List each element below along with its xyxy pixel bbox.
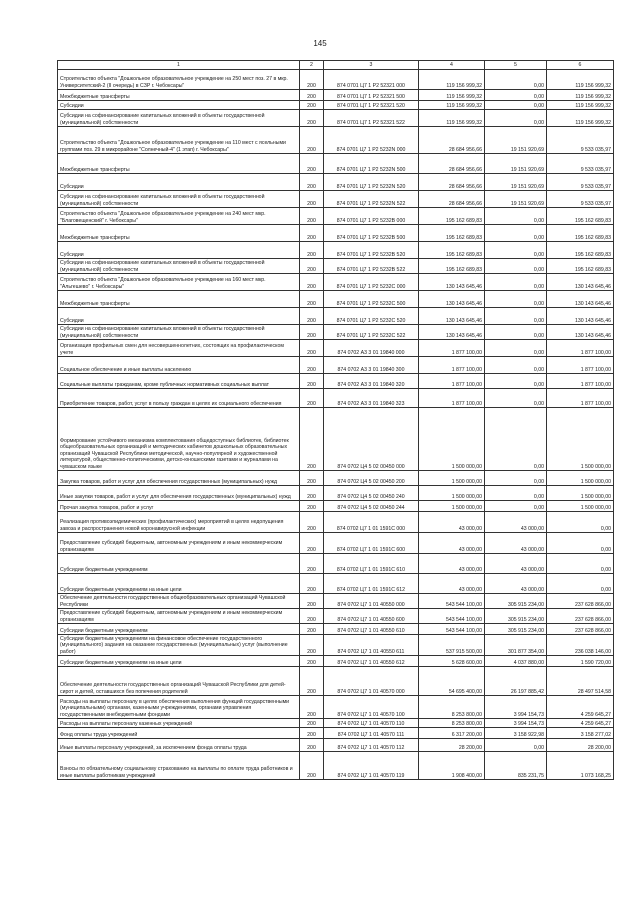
row-value-col5: 4 037 880,00 bbox=[485, 656, 547, 667]
row-name-cell: Социальное обеспечение и иные выплаты населению bbox=[58, 357, 300, 374]
row-value-col4: 8 253 800,00 bbox=[419, 719, 485, 728]
row-code-cell: 874 0702 А3 3 01 19840 323 bbox=[324, 389, 419, 408]
row-name-cell: Фонд оплаты труда учреждений bbox=[58, 728, 300, 739]
table-row bbox=[58, 696, 614, 719]
row-name-cell: Субсидии bbox=[58, 101, 300, 110]
row-value-col5: 0,00 bbox=[485, 340, 547, 357]
row-code-cell: 874 0701 Ц7 1 P2 5232N 522 bbox=[324, 191, 419, 208]
row-name-cell: Субсидии на софинансирование капитальных вложений в объекты государственной (муниципальной) собственности bbox=[58, 325, 300, 340]
row-value-col5: 0,00 bbox=[485, 101, 547, 110]
row-code-cell: 874 0702 Ц7 1 01 1591C 610 bbox=[324, 554, 419, 574]
row-value-col6: 119 156 999,32 bbox=[547, 110, 614, 127]
table-row bbox=[58, 594, 614, 609]
row-value-col6: 130 143 645,46 bbox=[547, 308, 614, 325]
table-row bbox=[58, 291, 614, 308]
table-row bbox=[58, 408, 614, 471]
row-name-cell: Межбюджетные трансферты bbox=[58, 90, 300, 101]
row-code-cell: 874 0701 Ц7 1 P2 5232N 520 bbox=[324, 174, 419, 191]
row-rz-cell: 200 bbox=[300, 291, 324, 308]
row-value-col5: 0,00 bbox=[485, 408, 547, 471]
row-value-col5: 0,00 bbox=[485, 471, 547, 486]
row-value-col4: 130 143 645,46 bbox=[419, 274, 485, 291]
row-rz-cell: 200 bbox=[300, 357, 324, 374]
row-code-cell: 874 0702 Ц7 1 01 40550 611 bbox=[324, 635, 419, 656]
row-rz-cell: 200 bbox=[300, 624, 324, 635]
row-name-cell: Субсидии bbox=[58, 174, 300, 191]
row-value-col5: 0,00 bbox=[485, 259, 547, 274]
row-value-col6: 195 162 689,83 bbox=[547, 242, 614, 259]
row-name-cell: Обеспечение деятельности государственных организаций Чувашской Республики для детей-сирот и детей, оставшихся без попечения родителей bbox=[58, 667, 300, 696]
row-name-cell: Субсидии бюджетным учреждениям на иные цели bbox=[58, 574, 300, 594]
row-name-cell: Межбюджетные трансферты bbox=[58, 291, 300, 308]
row-value-col5: 0,00 bbox=[485, 739, 547, 752]
row-code-cell: 874 0702 Ц7 1 01 1591C 000 bbox=[324, 512, 419, 533]
table-row bbox=[58, 259, 614, 274]
row-name-cell: Строительство объекта "Дошкольное образовательное учреждение на 160 мест мкр. "Альгешево" г. Чебоксары" bbox=[58, 274, 300, 291]
row-value-col6: 9 533 035,97 bbox=[547, 191, 614, 208]
row-code-cell: 874 0701 Ц7 1 P2 5232C 520 bbox=[324, 308, 419, 325]
row-value-col4: 130 143 645,46 bbox=[419, 308, 485, 325]
row-value-col4: 1 877 100,00 bbox=[419, 357, 485, 374]
row-value-col6: 28 200,00 bbox=[547, 739, 614, 752]
row-value-col5: 0,00 bbox=[485, 389, 547, 408]
row-rz-cell: 200 bbox=[300, 174, 324, 191]
row-value-col4: 119 156 999,32 bbox=[419, 70, 485, 90]
row-rz-cell: 200 bbox=[300, 127, 324, 154]
row-value-col5: 3 994 154,73 bbox=[485, 719, 547, 728]
row-rz-cell: 200 bbox=[300, 719, 324, 728]
row-rz-cell: 200 bbox=[300, 274, 324, 291]
row-value-col5: 3 994 154,73 bbox=[485, 696, 547, 719]
row-name-cell: Расходы на выплаты персоналу казенных учреждений bbox=[58, 719, 300, 728]
row-rz-cell: 200 bbox=[300, 191, 324, 208]
row-value-col5: 305 915 234,00 bbox=[485, 594, 547, 609]
row-value-col5: 0,00 bbox=[485, 70, 547, 90]
row-name-cell: Субсидии bbox=[58, 242, 300, 259]
row-value-col6: 237 628 866,00 bbox=[547, 624, 614, 635]
row-rz-cell: 200 bbox=[300, 208, 324, 225]
row-value-col5: 43 000,00 bbox=[485, 574, 547, 594]
table-row bbox=[58, 357, 614, 374]
row-name-cell: Иные выплаты персоналу учреждений, за исключением фонда оплаты труда bbox=[58, 739, 300, 752]
table-row bbox=[58, 110, 614, 127]
row-name-cell: Предоставление субсидий бюджетным, автономным учреждениям и иным некоммерческим организациям bbox=[58, 533, 300, 554]
row-value-col4: 1 877 100,00 bbox=[419, 340, 485, 357]
row-rz-cell: 200 bbox=[300, 609, 324, 624]
table-row bbox=[58, 274, 614, 291]
row-name-cell: Социальные выплаты гражданам, кроме публичных нормативных социальных выплат bbox=[58, 374, 300, 389]
row-code-cell: 874 0701 Ц7 1 P2 5232B 520 bbox=[324, 242, 419, 259]
row-value-col5: 0,00 bbox=[485, 486, 547, 501]
row-code-cell: 874 0702 Ц7 1 01 40570 111 bbox=[324, 728, 419, 739]
row-rz-cell: 200 bbox=[300, 667, 324, 696]
column-header: 2 bbox=[300, 61, 324, 70]
row-code-cell: 874 0702 Ц7 1 01 40570 100 bbox=[324, 696, 419, 719]
row-value-col6: 1 073 168,25 bbox=[547, 752, 614, 780]
row-name-cell: Закупка товаров, работ и услуг для обеспечения государственных (муниципальных) нужд bbox=[58, 471, 300, 486]
row-rz-cell: 200 bbox=[300, 325, 324, 340]
row-code-cell: 874 0702 Ц4 5 02 00450 240 bbox=[324, 486, 419, 501]
table-row bbox=[58, 739, 614, 752]
row-value-col4: 195 162 689,83 bbox=[419, 208, 485, 225]
row-value-col4: 1 500 000,00 bbox=[419, 408, 485, 471]
row-name-cell: Межбюджетные трансферты bbox=[58, 154, 300, 174]
row-value-col6: 119 156 999,32 bbox=[547, 101, 614, 110]
row-value-col4: 43 000,00 bbox=[419, 574, 485, 594]
row-value-col5: 0,00 bbox=[485, 90, 547, 101]
row-name-cell: Иные закупки товаров, работ и услуг для обеспечения государственных (муниципальных) нужд bbox=[58, 486, 300, 501]
row-name-cell: Взносы по обязательному социальному страхованию на выплаты по оплате труда работников и иные выплаты работникам учреждений bbox=[58, 752, 300, 780]
row-code-cell: 874 0702 Ц7 1 01 40570 119 bbox=[324, 752, 419, 780]
row-value-col5: 305 915 234,00 bbox=[485, 609, 547, 624]
row-rz-cell: 200 bbox=[300, 728, 324, 739]
row-value-col5: 0,00 bbox=[485, 357, 547, 374]
row-value-col6: 9 533 035,97 bbox=[547, 154, 614, 174]
row-value-col4: 28 684 956,66 bbox=[419, 127, 485, 154]
table-row bbox=[58, 127, 614, 154]
budget-table bbox=[57, 60, 614, 780]
row-value-col4: 130 143 645,46 bbox=[419, 325, 485, 340]
row-value-col6: 9 533 035,97 bbox=[547, 174, 614, 191]
row-value-col4: 119 156 999,32 bbox=[419, 110, 485, 127]
row-name-cell: Межбюджетные трансферты bbox=[58, 225, 300, 242]
row-value-col5: 19 151 920,69 bbox=[485, 174, 547, 191]
row-code-cell: 874 0702 Ц7 1 01 40550 610 bbox=[324, 624, 419, 635]
row-code-cell: 874 0701 Ц7 1 P2 52321 500 bbox=[324, 90, 419, 101]
row-value-col6: 237 628 866,00 bbox=[547, 594, 614, 609]
row-name-cell: Формирование устойчивого механизма комплектования общедоступных библиотек, библиотек общеобразовательных организаций и методических кабинетов дошкольных образовательных организаций Чувашской Республики методической, научно-популярной и художественной литературой, общественно-политическими, детско-юношескими газетами и журналами на чувашском языке bbox=[58, 408, 300, 471]
row-value-col4: 543 544 100,00 bbox=[419, 624, 485, 635]
row-rz-cell: 200 bbox=[300, 374, 324, 389]
row-rz-cell: 200 bbox=[300, 389, 324, 408]
table-row bbox=[58, 667, 614, 696]
row-value-col6: 119 156 999,32 bbox=[547, 90, 614, 101]
row-value-col4: 1 500 000,00 bbox=[419, 471, 485, 486]
row-rz-cell: 200 bbox=[300, 110, 324, 127]
row-value-col6: 28 497 514,58 bbox=[547, 667, 614, 696]
row-rz-cell: 200 bbox=[300, 752, 324, 780]
row-value-col5: 43 000,00 bbox=[485, 554, 547, 574]
table-row bbox=[58, 325, 614, 340]
table-row bbox=[58, 574, 614, 594]
row-value-col6: 130 143 645,46 bbox=[547, 325, 614, 340]
row-value-col4: 1 500 000,00 bbox=[419, 501, 485, 512]
table-row bbox=[58, 635, 614, 656]
row-value-col4: 28 684 956,66 bbox=[419, 154, 485, 174]
page-number: 145 bbox=[313, 39, 327, 48]
row-rz-cell: 200 bbox=[300, 225, 324, 242]
row-value-col6: 4 259 645,27 bbox=[547, 696, 614, 719]
row-value-col5: 0,00 bbox=[485, 325, 547, 340]
row-value-col5: 0,00 bbox=[485, 242, 547, 259]
row-value-col4: 195 162 689,83 bbox=[419, 225, 485, 242]
row-rz-cell: 200 bbox=[300, 533, 324, 554]
row-code-cell: 874 0702 Ц7 1 01 40550 000 bbox=[324, 594, 419, 609]
row-value-col4: 43 000,00 bbox=[419, 512, 485, 533]
row-value-col6: 195 162 689,83 bbox=[547, 259, 614, 274]
table-row bbox=[58, 389, 614, 408]
row-value-col5: 26 197 885,42 bbox=[485, 667, 547, 696]
row-value-col4: 537 915 500,00 bbox=[419, 635, 485, 656]
row-rz-cell: 200 bbox=[300, 554, 324, 574]
row-value-col4: 28 200,00 bbox=[419, 739, 485, 752]
row-value-col5: 301 877 354,00 bbox=[485, 635, 547, 656]
row-name-cell: Субсидии на софинансирование капитальных вложений в объекты государственной (муниципальной) собственности bbox=[58, 110, 300, 127]
column-header: 4 bbox=[419, 61, 485, 70]
row-value-col4: 1 500 000,00 bbox=[419, 486, 485, 501]
row-value-col5: 19 151 920,69 bbox=[485, 127, 547, 154]
row-rz-cell: 200 bbox=[300, 635, 324, 656]
row-value-col4: 195 162 689,83 bbox=[419, 242, 485, 259]
row-rz-cell: 200 bbox=[300, 259, 324, 274]
row-code-cell: 874 0702 Ц7 1 01 40550 600 bbox=[324, 609, 419, 624]
row-rz-cell: 200 bbox=[300, 340, 324, 357]
row-value-col5: 19 151 920,69 bbox=[485, 154, 547, 174]
row-code-cell: 874 0702 Ц4 5 02 00450 244 bbox=[324, 501, 419, 512]
row-value-col6: 0,00 bbox=[547, 512, 614, 533]
row-code-cell: 874 0701 Ц7 1 P2 52321 522 bbox=[324, 110, 419, 127]
table-row bbox=[58, 154, 614, 174]
row-code-cell: 874 0702 Ц7 1 01 40570 110 bbox=[324, 719, 419, 728]
row-value-col6: 195 162 689,83 bbox=[547, 225, 614, 242]
table-row bbox=[58, 70, 614, 90]
row-code-cell: 874 0702 Ц4 5 02 00450 200 bbox=[324, 471, 419, 486]
row-rz-cell: 200 bbox=[300, 308, 324, 325]
row-value-col6: 0,00 bbox=[547, 533, 614, 554]
row-name-cell: Предоставление субсидий бюджетным, автономным учреждениям и иным некоммерческим организациям bbox=[58, 609, 300, 624]
row-value-col5: 0,00 bbox=[485, 308, 547, 325]
table-row bbox=[58, 208, 614, 225]
row-value-col6: 1 877 100,00 bbox=[547, 340, 614, 357]
table-row bbox=[58, 191, 614, 208]
row-name-cell: Организация профильных смен для несовершеннолетних, состоящих на профилактическом учете bbox=[58, 340, 300, 357]
row-value-col4: 54 695 400,00 bbox=[419, 667, 485, 696]
column-header: 1 bbox=[58, 61, 300, 70]
row-value-col5: 305 915 234,00 bbox=[485, 624, 547, 635]
row-value-col5: 0,00 bbox=[485, 501, 547, 512]
row-value-col6: 1 500 000,00 bbox=[547, 471, 614, 486]
row-code-cell: 874 0701 Ц7 1 P2 5232B 000 bbox=[324, 208, 419, 225]
row-value-col5: 0,00 bbox=[485, 110, 547, 127]
column-header: 6 bbox=[547, 61, 614, 70]
row-rz-cell: 200 bbox=[300, 154, 324, 174]
table-row bbox=[58, 486, 614, 501]
row-name-cell: Реализация противоэпидемических (профилактических) мероприятий в целях недопущения завоза и распространения новой коронавирусной инфекции bbox=[58, 512, 300, 533]
row-code-cell: 874 0702 Ц7 1 01 1591C 600 bbox=[324, 533, 419, 554]
row-code-cell: 874 0701 Ц7 1 P2 5232N 500 bbox=[324, 154, 419, 174]
row-value-col6: 1 500 000,00 bbox=[547, 501, 614, 512]
row-value-col5: 835 231,75 bbox=[485, 752, 547, 780]
row-value-col6: 0,00 bbox=[547, 574, 614, 594]
row-value-col4: 543 544 100,00 bbox=[419, 594, 485, 609]
row-name-cell: Субсидии бюджетным учреждениям bbox=[58, 624, 300, 635]
row-value-col4: 1 908 400,00 bbox=[419, 752, 485, 780]
row-code-cell: 874 0701 Ц7 1 P2 5232N 000 bbox=[324, 127, 419, 154]
row-value-col6: 3 158 277,02 bbox=[547, 728, 614, 739]
row-code-cell: 874 0701 Ц7 1 P2 52321 000 bbox=[324, 70, 419, 90]
column-header: 5 bbox=[485, 61, 547, 70]
row-name-cell: Приобретение товаров, работ, услуг в пользу граждан в целях их социального обеспечения bbox=[58, 389, 300, 408]
row-value-col4: 8 253 800,00 bbox=[419, 696, 485, 719]
table-row bbox=[58, 90, 614, 101]
row-name-cell: Субсидии на софинансирование капитальных вложений в объекты государственной (муниципальной) собственности bbox=[58, 191, 300, 208]
row-rz-cell: 200 bbox=[300, 242, 324, 259]
row-value-col4: 119 156 999,32 bbox=[419, 101, 485, 110]
table-row bbox=[58, 174, 614, 191]
row-value-col5: 19 151 920,69 bbox=[485, 191, 547, 208]
row-code-cell: 874 0701 Ц7 1 P2 52321 520 bbox=[324, 101, 419, 110]
row-value-col6: 1 590 720,00 bbox=[547, 656, 614, 667]
row-value-col4: 5 628 600,00 bbox=[419, 656, 485, 667]
row-value-col6: 119 156 999,32 bbox=[547, 70, 614, 90]
table-body bbox=[58, 70, 614, 780]
row-value-col6: 1 877 100,00 bbox=[547, 389, 614, 408]
row-value-col5: 43 000,00 bbox=[485, 533, 547, 554]
row-value-col4: 28 684 956,66 bbox=[419, 191, 485, 208]
table-row bbox=[58, 374, 614, 389]
row-value-col4: 195 162 689,83 bbox=[419, 259, 485, 274]
row-value-col5: 3 158 922,98 bbox=[485, 728, 547, 739]
row-rz-cell: 200 bbox=[300, 101, 324, 110]
row-value-col6: 130 143 645,46 bbox=[547, 291, 614, 308]
row-value-col5: 0,00 bbox=[485, 208, 547, 225]
row-value-col4: 130 143 645,46 bbox=[419, 291, 485, 308]
header-row bbox=[58, 61, 614, 70]
row-rz-cell: 200 bbox=[300, 501, 324, 512]
row-code-cell: 874 0702 Ц7 1 01 40570 000 bbox=[324, 667, 419, 696]
table-row bbox=[58, 225, 614, 242]
row-rz-cell: 200 bbox=[300, 696, 324, 719]
row-code-cell: 874 0701 Ц7 1 P2 5232C 522 bbox=[324, 325, 419, 340]
row-code-cell: 874 0701 Ц7 1 P2 5232B 522 bbox=[324, 259, 419, 274]
row-name-cell: Субсидии бюджетным учреждениям на финансовое обеспечение государственного (муниципального) задания на оказание государственных (муниципальных) услуг (выполнение работ) bbox=[58, 635, 300, 656]
row-rz-cell: 200 bbox=[300, 486, 324, 501]
table-row bbox=[58, 752, 614, 780]
table-row bbox=[58, 242, 614, 259]
row-rz-cell: 200 bbox=[300, 656, 324, 667]
row-code-cell: 874 0701 Ц7 1 P2 5232C 000 bbox=[324, 274, 419, 291]
row-value-col6: 9 533 035,97 bbox=[547, 127, 614, 154]
row-value-col4: 119 156 999,32 bbox=[419, 90, 485, 101]
row-value-col5: 0,00 bbox=[485, 291, 547, 308]
row-value-col6: 0,00 bbox=[547, 554, 614, 574]
row-rz-cell: 200 bbox=[300, 574, 324, 594]
row-rz-cell: 200 bbox=[300, 471, 324, 486]
row-value-col5: 0,00 bbox=[485, 225, 547, 242]
table-row bbox=[58, 101, 614, 110]
row-value-col4: 543 544 100,00 bbox=[419, 609, 485, 624]
table-row bbox=[58, 609, 614, 624]
row-rz-cell: 200 bbox=[300, 739, 324, 752]
row-code-cell: 874 0702 Ц4 5 02 00450 000 bbox=[324, 408, 419, 471]
row-value-col6: 130 143 645,46 bbox=[547, 274, 614, 291]
table-header bbox=[58, 61, 614, 70]
row-name-cell: Строительство объекта "Дошкольное образовательное учреждение на 110 мест с ясельными группами поз. 29 в микрорайоне "Солнечный-4" (1 этап) г. Чебоксары" bbox=[58, 127, 300, 154]
row-name-cell: Субсидии bbox=[58, 308, 300, 325]
row-value-col6: 195 162 689,83 bbox=[547, 208, 614, 225]
row-code-cell: 874 0702 А3 3 01 19840 000 bbox=[324, 340, 419, 357]
row-value-col4: 43 000,00 bbox=[419, 533, 485, 554]
table-row bbox=[58, 719, 614, 728]
table-row bbox=[58, 512, 614, 533]
table-row bbox=[58, 728, 614, 739]
row-code-cell: 874 0701 Ц7 1 P2 5232B 500 bbox=[324, 225, 419, 242]
row-value-col4: 1 877 100,00 bbox=[419, 374, 485, 389]
row-value-col5: 43 000,00 bbox=[485, 512, 547, 533]
row-value-col5: 0,00 bbox=[485, 374, 547, 389]
row-value-col4: 1 877 100,00 bbox=[419, 389, 485, 408]
row-name-cell: Прочая закупка товаров, работ и услуг bbox=[58, 501, 300, 512]
table-row bbox=[58, 340, 614, 357]
row-value-col4: 43 000,00 bbox=[419, 554, 485, 574]
row-rz-cell: 200 bbox=[300, 594, 324, 609]
row-code-cell: 874 0702 А3 3 01 19840 300 bbox=[324, 357, 419, 374]
row-code-cell: 874 0702 Ц7 1 01 1591C 612 bbox=[324, 574, 419, 594]
row-rz-cell: 200 bbox=[300, 90, 324, 101]
column-header: 3 bbox=[324, 61, 419, 70]
table-row bbox=[58, 656, 614, 667]
row-value-col6: 236 038 146,00 bbox=[547, 635, 614, 656]
row-rz-cell: 200 bbox=[300, 408, 324, 471]
row-code-cell: 874 0702 Ц7 1 01 40550 612 bbox=[324, 656, 419, 667]
row-value-col4: 28 684 956,66 bbox=[419, 174, 485, 191]
table-row bbox=[58, 471, 614, 486]
row-value-col6: 1 877 100,00 bbox=[547, 357, 614, 374]
row-code-cell: 874 0702 А3 3 01 19840 320 bbox=[324, 374, 419, 389]
row-value-col6: 4 259 645,27 bbox=[547, 719, 614, 728]
row-value-col4: 6 317 200,00 bbox=[419, 728, 485, 739]
row-value-col6: 1 500 000,00 bbox=[547, 408, 614, 471]
row-value-col6: 1 500 000,00 bbox=[547, 486, 614, 501]
row-value-col6: 237 628 866,00 bbox=[547, 609, 614, 624]
table-row bbox=[58, 308, 614, 325]
row-name-cell: Расходы на выплаты персоналу в целях обеспечения выполнения функций государственными (муниципальными) органами, казенными учреждениями, органами управления государственными внебюджетными фондами bbox=[58, 696, 300, 719]
table-row bbox=[58, 624, 614, 635]
row-value-col5: 0,00 bbox=[485, 274, 547, 291]
table-row bbox=[58, 501, 614, 512]
row-code-cell: 874 0701 Ц7 1 P2 5232C 500 bbox=[324, 291, 419, 308]
row-value-col6: 1 877 100,00 bbox=[547, 374, 614, 389]
row-name-cell: Обеспечение деятельности государственных общеобразовательных организаций Чувашской Республики bbox=[58, 594, 300, 609]
row-name-cell: Строительство объекта "Дошкольное образовательное учреждение на 240 мест мкр. "Благовещенский" г. Чебоксары" bbox=[58, 208, 300, 225]
table-row bbox=[58, 554, 614, 574]
row-name-cell: Субсидии бюджетным учреждениям на иные цели bbox=[58, 656, 300, 667]
row-name-cell: Субсидии на софинансирование капитальных вложений в объекты государственной (муниципальной) собственности bbox=[58, 259, 300, 274]
row-code-cell: 874 0702 Ц7 1 01 40570 112 bbox=[324, 739, 419, 752]
row-name-cell: Субсидии бюджетным учреждениям bbox=[58, 554, 300, 574]
table-row bbox=[58, 533, 614, 554]
row-rz-cell: 200 bbox=[300, 70, 324, 90]
row-name-cell: Строительство объекта "Дошкольное образовательное учреждение на 250 мест поз. 27 в мкр. Университетский-2 (II очередь) в СЗР г. Чебоксары" bbox=[58, 70, 300, 90]
row-rz-cell: 200 bbox=[300, 512, 324, 533]
